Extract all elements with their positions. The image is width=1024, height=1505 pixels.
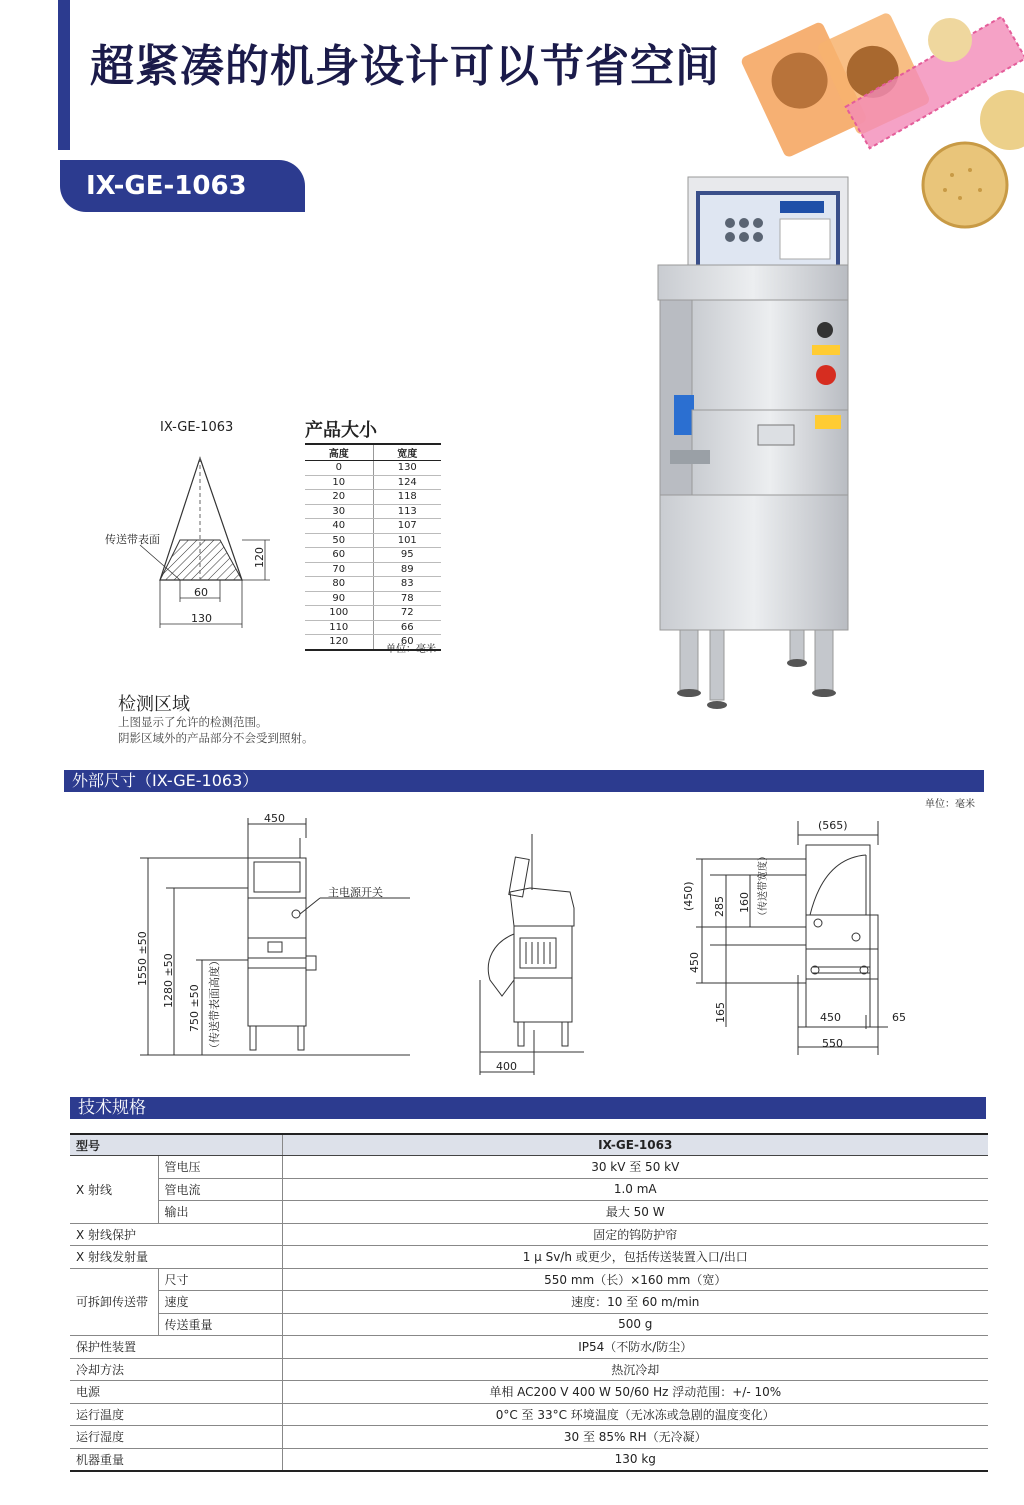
table-row [70,1448,988,1471]
detection-model-label: IX-GE-1063 [160,420,234,435]
spec-value-cell: 1 μ Sv/h 或更少，包括传送装置入口/出口 [282,1246,988,1269]
dim-height-label: 120 [253,547,266,568]
table-row [70,1313,988,1336]
top-bottom-height-label: 165 [714,1002,727,1023]
top-lower-height-label: 450 [688,952,701,973]
table-cell: 90 [305,591,373,606]
table-row [305,562,441,577]
model-tab: IX-GE-1063 [60,160,305,212]
table-row [305,548,441,563]
table-row [70,1358,988,1381]
table-cell: 30 [305,504,373,519]
table-row [305,475,441,490]
product-size-unit: 单位：毫米 [386,644,436,655]
table-row [70,1246,988,1269]
table-row [305,519,441,534]
spec-group-cell: X 射线 [70,1156,158,1224]
table-cell: 124 [373,475,441,490]
top-belt-width-value: 160 [738,892,751,913]
detection-area-description [118,714,314,746]
spec-value-cell: 速度：10 至 60 m/min [282,1291,988,1314]
table-row [305,577,441,592]
table-cell: 60 [373,635,441,650]
top-inner-width-label: 450 [820,1011,841,1024]
table-cell: 130 [373,461,441,476]
table-row [70,1223,988,1246]
front-width-label: 450 [264,812,285,825]
power-switch-label: 主电源开关 [328,886,383,899]
top-upper-height-label: 285 [713,896,726,917]
table-row [70,1291,988,1314]
spec-value-cell: 最大 50 W [282,1201,988,1224]
spec-header-label: 型号 [70,1134,282,1156]
spec-value-cell: 固定的钨防护帘 [282,1223,988,1246]
front-mid-height-label: 1280 ±50 [162,953,175,1008]
title-accent-bar [58,0,70,150]
table-cell: 89 [373,562,441,577]
spec-value-cell: 500 g [282,1313,988,1336]
spec-value-cell: 0°C 至 33°C 环境温度（无冰冻或急剧的温度变化） [282,1403,988,1426]
belt-surface-label: 传送带表面 [105,533,160,546]
dim-base-width-label: 130 [191,612,212,625]
page-title: 超紧凑的机身设计可以节省空间 [90,41,720,92]
table-cell: 66 [373,620,441,635]
spec-value-cell: 30 kV 至 50 kV [282,1156,988,1179]
top-outer-height-label: (450) [682,881,695,911]
spec-group-cell: 可拆卸传送带 [70,1268,158,1336]
spec-sub-cell: 速度 [158,1291,282,1314]
table-row [70,1178,988,1201]
top-view-drawing [670,815,920,1060]
top-outer-width-label: (565) [818,819,848,832]
spec-value-cell: 1.0 mA [282,1178,988,1201]
spec-group-cell: 运行湿度 [70,1426,282,1449]
spec-header-row [70,1134,988,1156]
table-row [70,1403,988,1426]
spec-sub-cell: 管电压 [158,1156,282,1179]
spec-group-cell: 运行温度 [70,1403,282,1426]
spec-value-cell: 30 至 85% RH（无冷凝） [282,1426,988,1449]
table-row [70,1381,988,1404]
table-cell: 78 [373,591,441,606]
table-cell: 101 [373,533,441,548]
table-row [305,620,441,635]
spec-header-value: IX-GE-1063 [282,1134,988,1156]
table-row [70,1426,988,1449]
table-cell: 80 [305,577,373,592]
table-cell: 100 [305,606,373,621]
table-cell: 118 [373,490,441,505]
spec-group-cell: X 射线保护 [70,1223,282,1246]
spec-sub-cell: 传送重量 [158,1313,282,1336]
spec-value-cell: 130 kg [282,1448,988,1471]
front-total-height-label: 1550 ±50 [136,931,149,986]
spec-value-cell: 热沉冷却 [282,1358,988,1381]
front-view-drawing [120,810,420,1070]
spec-group-cell: 冷却方法 [70,1358,282,1381]
size-header-width: 宽度 [373,444,441,461]
table-cell: 40 [305,519,373,534]
table-cell: 83 [373,577,441,592]
spec-group-cell: 电源 [70,1381,282,1404]
table-cell: 113 [373,504,441,519]
product-size-title: 产品大小 [305,420,377,441]
table-row [70,1201,988,1224]
machine-photo [640,165,870,735]
table-row [305,461,441,476]
spec-sub-cell: 输出 [158,1201,282,1224]
detection-area-title: 检测区域 [118,694,190,715]
detection-desc-line: 上图显示了允许的检测范围。 [118,715,268,729]
table-row [305,504,441,519]
table-cell: 95 [373,548,441,563]
top-right-width-label: 65 [892,1011,906,1024]
table-cell: 110 [305,620,373,635]
table-cell: 10 [305,475,373,490]
table-cell: 120 [305,635,373,650]
external-dimensions-unit: 单位：毫米 [925,799,975,810]
table-cell: 72 [373,606,441,621]
spec-group-cell: 机器重量 [70,1448,282,1471]
size-header-height: 高度 [305,444,373,461]
table-cell: 0 [305,461,373,476]
side-view-drawing [470,830,590,1075]
table-cell: 50 [305,533,373,548]
table-row [70,1336,988,1359]
table-cell: 20 [305,490,373,505]
table-row [305,490,441,505]
spec-group-cell: 保护性装置 [70,1336,282,1359]
spec-header: 技术规格 [70,1097,986,1119]
spec-value-cell: IP54（不防水/防尘） [282,1336,988,1359]
external-dimensions-header: 外部尺寸（IX-GE-1063） [64,770,984,792]
table-row [305,591,441,606]
dim-inner-width-label: 60 [194,586,208,599]
front-belt-height-note: （传送带表面高度） [208,955,221,1054]
detection-desc-line: 阴影区域外的产品部分不会受到照射。 [118,731,314,745]
spec-table [70,1133,988,1472]
detection-diagram [100,450,290,640]
table-row [70,1156,988,1179]
spec-value-cell: 550 mm（长）×160 mm（宽） [282,1268,988,1291]
spec-value-cell: 单相 AC200 V 400 W 50/60 Hz 浮动范围：+/- 10% [282,1381,988,1404]
table-cell: 70 [305,562,373,577]
spec-sub-cell: 管电流 [158,1178,282,1201]
product-size-table [305,443,441,651]
table-row [305,606,441,621]
top-belt-width-note: （传送带宽度） [758,851,769,921]
spec-group-cell: X 射线发射量 [70,1246,282,1269]
spec-sub-cell: 尺寸 [158,1268,282,1291]
table-cell: 60 [305,548,373,563]
table-cell: 107 [373,519,441,534]
top-base-width-label: 550 [822,1037,843,1050]
side-depth-label: 400 [496,1060,517,1073]
table-row [305,533,441,548]
table-row [70,1268,988,1291]
front-belt-height-label: 750 ±50 [188,984,201,1032]
